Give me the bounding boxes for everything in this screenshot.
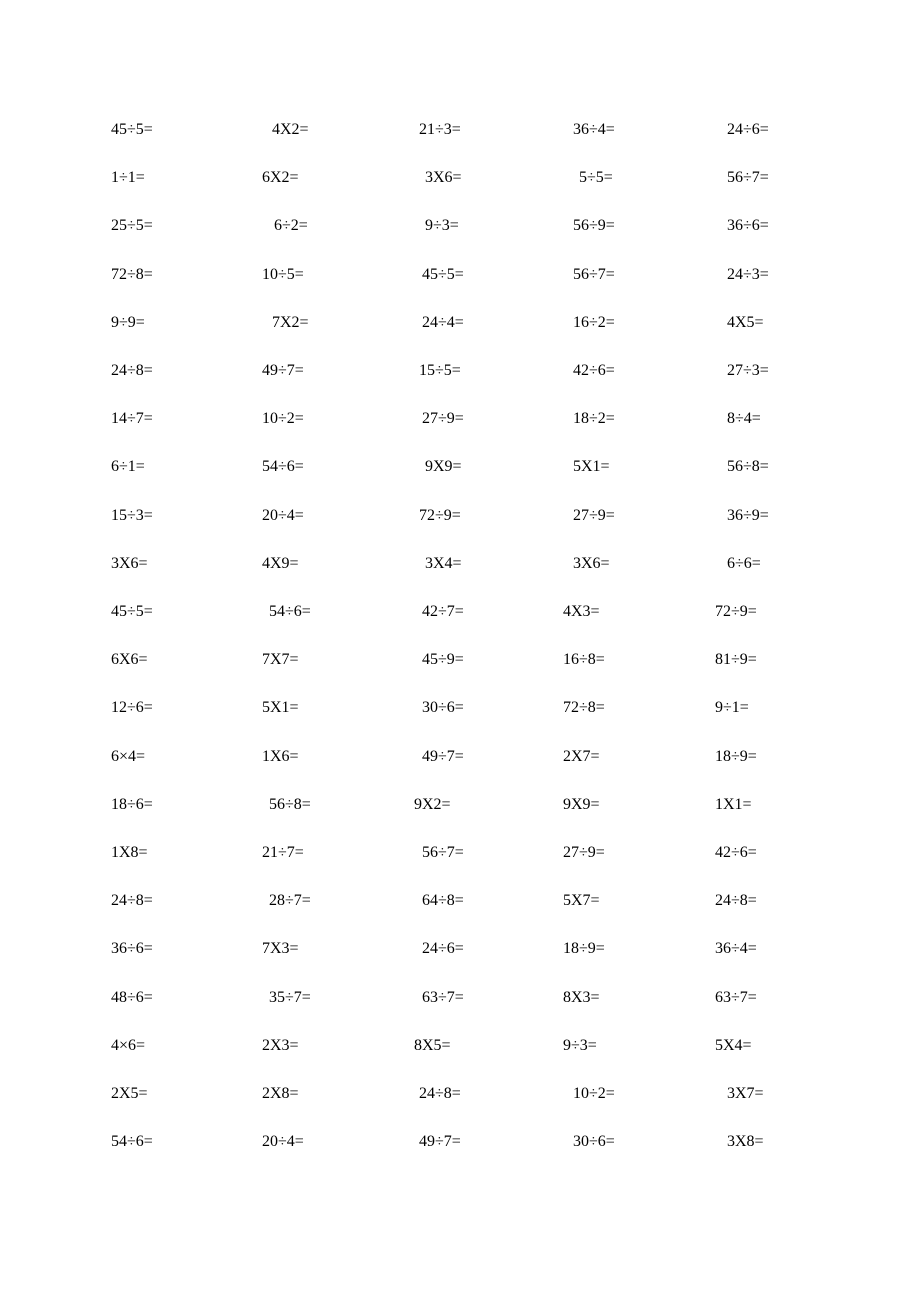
math-problem: 5X4= (715, 1036, 752, 1054)
problem-row (0, 1036, 920, 1066)
math-problem: 7X3= (262, 940, 299, 958)
math-problem: 72÷9= (419, 506, 461, 524)
math-problem: 36÷6= (111, 940, 153, 958)
math-problem: 7X7= (262, 651, 299, 669)
math-problem: 54÷6= (111, 1133, 153, 1151)
math-problem: 18÷6= (111, 795, 153, 813)
math-problem: 20÷4= (262, 506, 304, 524)
math-problem: 18÷2= (573, 410, 615, 428)
problem-row (0, 457, 920, 487)
math-problem: 24÷8= (111, 362, 153, 379)
math-problem: 15÷5= (419, 362, 461, 379)
math-problem: 3X7= (727, 1085, 764, 1102)
math-problem: 10÷2= (573, 1085, 615, 1102)
problem-row (0, 216, 920, 246)
problem-row (0, 891, 920, 921)
math-problem: 20÷4= (262, 1133, 304, 1151)
math-problem: 8X3= (563, 988, 600, 1006)
math-problem: 3X8= (727, 1133, 764, 1151)
math-problem: 21÷7= (262, 844, 304, 861)
math-problem: 4X5= (727, 313, 764, 331)
math-problem: 1X6= (262, 747, 299, 765)
math-problem: 5X1= (573, 458, 610, 476)
math-problem: 12÷6= (111, 699, 153, 717)
math-problem: 56÷7= (573, 265, 615, 283)
math-problem: 6÷2= (274, 217, 308, 235)
problem-row (0, 409, 920, 439)
math-problem: 2X5= (111, 1085, 148, 1102)
math-problem: 9X9= (563, 795, 600, 813)
math-problem: 6X6= (111, 651, 148, 669)
math-problem: 18÷9= (715, 747, 757, 765)
math-problem: 9÷3= (563, 1036, 597, 1054)
math-problem: 16÷8= (563, 651, 605, 669)
math-problem: 36÷4= (573, 121, 615, 138)
math-problem: 2X7= (563, 747, 600, 765)
math-problem: 45÷5= (111, 121, 153, 138)
math-problem: 24÷8= (715, 892, 757, 910)
math-problem: 16÷2= (573, 313, 615, 331)
problem-row (0, 313, 920, 343)
math-problem: 8÷4= (727, 410, 761, 428)
math-problem: 8X5= (414, 1036, 451, 1054)
math-problem: 9÷9= (111, 313, 145, 331)
math-problem: 64÷8= (422, 892, 464, 910)
math-problem: 30÷6= (573, 1133, 615, 1151)
math-problem: 24÷6= (727, 121, 769, 138)
math-problem: 5X1= (262, 699, 299, 717)
math-problem: 49÷7= (262, 362, 304, 379)
math-problem: 4X9= (262, 554, 299, 572)
problem-row (0, 120, 920, 150)
math-problem: 9÷3= (425, 217, 459, 235)
math-problem: 36÷6= (727, 217, 769, 235)
math-problem: 49÷7= (422, 747, 464, 765)
math-problem: 72÷9= (715, 603, 757, 620)
math-problem: 1X8= (111, 844, 148, 861)
math-problem: 42÷7= (422, 603, 464, 620)
math-problem: 1÷1= (111, 169, 145, 187)
math-problem: 45÷5= (422, 265, 464, 283)
math-problem: 21÷3= (419, 121, 461, 138)
problem-row (0, 939, 920, 969)
problem-row (0, 168, 920, 198)
problem-row (0, 988, 920, 1018)
math-problem: 54÷6= (262, 458, 304, 476)
math-problem: 56÷7= (422, 844, 464, 861)
math-problem: 30÷6= (422, 699, 464, 717)
math-problem: 72÷8= (111, 265, 153, 283)
problem-row (0, 843, 920, 873)
problem-row (0, 698, 920, 728)
math-problem: 10÷2= (262, 410, 304, 428)
math-problem: 15÷3= (111, 506, 153, 524)
math-problem: 42÷6= (573, 362, 615, 379)
math-problem: 48÷6= (111, 988, 153, 1006)
math-problem: 63÷7= (422, 988, 464, 1006)
math-problem: 28÷7= (269, 892, 311, 910)
math-problem: 10÷5= (262, 265, 304, 283)
math-problem: 3X4= (425, 554, 462, 572)
problem-row (0, 1132, 920, 1162)
math-problem: 6÷1= (111, 458, 145, 476)
problem-row (0, 265, 920, 295)
math-problem: 6×4= (111, 747, 146, 765)
problem-row (0, 506, 920, 536)
math-problem: 81÷9= (715, 651, 757, 669)
math-problem: 18÷9= (563, 940, 605, 958)
math-problem: 14÷7= (111, 410, 153, 428)
math-problem: 63÷7= (715, 988, 757, 1006)
math-problem: 35÷7= (269, 988, 311, 1006)
math-problem: 24÷8= (111, 892, 153, 910)
math-problem: 56÷8= (727, 458, 769, 476)
math-problem: 7X2= (272, 313, 309, 331)
problem-row (0, 650, 920, 680)
math-problem: 4X3= (563, 603, 600, 620)
problem-row (0, 747, 920, 777)
math-problem: 6÷6= (727, 554, 761, 572)
math-problem: 27÷9= (573, 506, 615, 524)
math-problem: 25÷5= (111, 217, 153, 235)
math-problem: 27÷3= (727, 362, 769, 379)
math-problem: 24÷8= (419, 1085, 461, 1102)
math-problem: 24÷3= (727, 265, 769, 283)
math-problem: 24÷4= (422, 313, 464, 331)
math-problem: 42÷6= (715, 844, 757, 861)
math-problem: 4×6= (111, 1036, 146, 1054)
problem-row (0, 1084, 920, 1114)
problem-row (0, 795, 920, 825)
math-problem: 36÷4= (715, 940, 757, 958)
math-problem: 4X2= (272, 121, 309, 138)
math-problem: 54÷6= (269, 603, 311, 620)
math-problem: 27÷9= (563, 844, 605, 861)
math-problem: 27÷9= (422, 410, 464, 428)
math-problem: 2X8= (262, 1085, 299, 1102)
math-problem: 36÷9= (727, 506, 769, 524)
math-problem: 72÷8= (563, 699, 605, 717)
math-problem: 56÷9= (573, 217, 615, 235)
math-problem: 3X6= (425, 169, 462, 187)
math-problem: 3X6= (111, 554, 148, 572)
math-problem: 56÷8= (269, 795, 311, 813)
math-problem: 3X6= (573, 554, 610, 572)
math-problem: 56÷7= (727, 169, 769, 187)
math-problem: 24÷6= (422, 940, 464, 958)
math-problem: 2X3= (262, 1036, 299, 1054)
math-problem: 9X9= (425, 458, 462, 476)
math-problem: 9÷1= (715, 699, 749, 717)
problem-row (0, 602, 920, 632)
math-problem: 45÷9= (422, 651, 464, 669)
math-problem: 45÷5= (111, 603, 153, 620)
problem-row (0, 554, 920, 584)
problem-row (0, 361, 920, 391)
math-problem: 49÷7= (419, 1133, 461, 1151)
math-problem: 5X7= (563, 892, 600, 910)
math-problem: 6X2= (262, 169, 299, 187)
math-problem: 9X2= (414, 795, 451, 813)
math-problem: 1X1= (715, 795, 752, 813)
math-problem: 5÷5= (579, 169, 613, 187)
